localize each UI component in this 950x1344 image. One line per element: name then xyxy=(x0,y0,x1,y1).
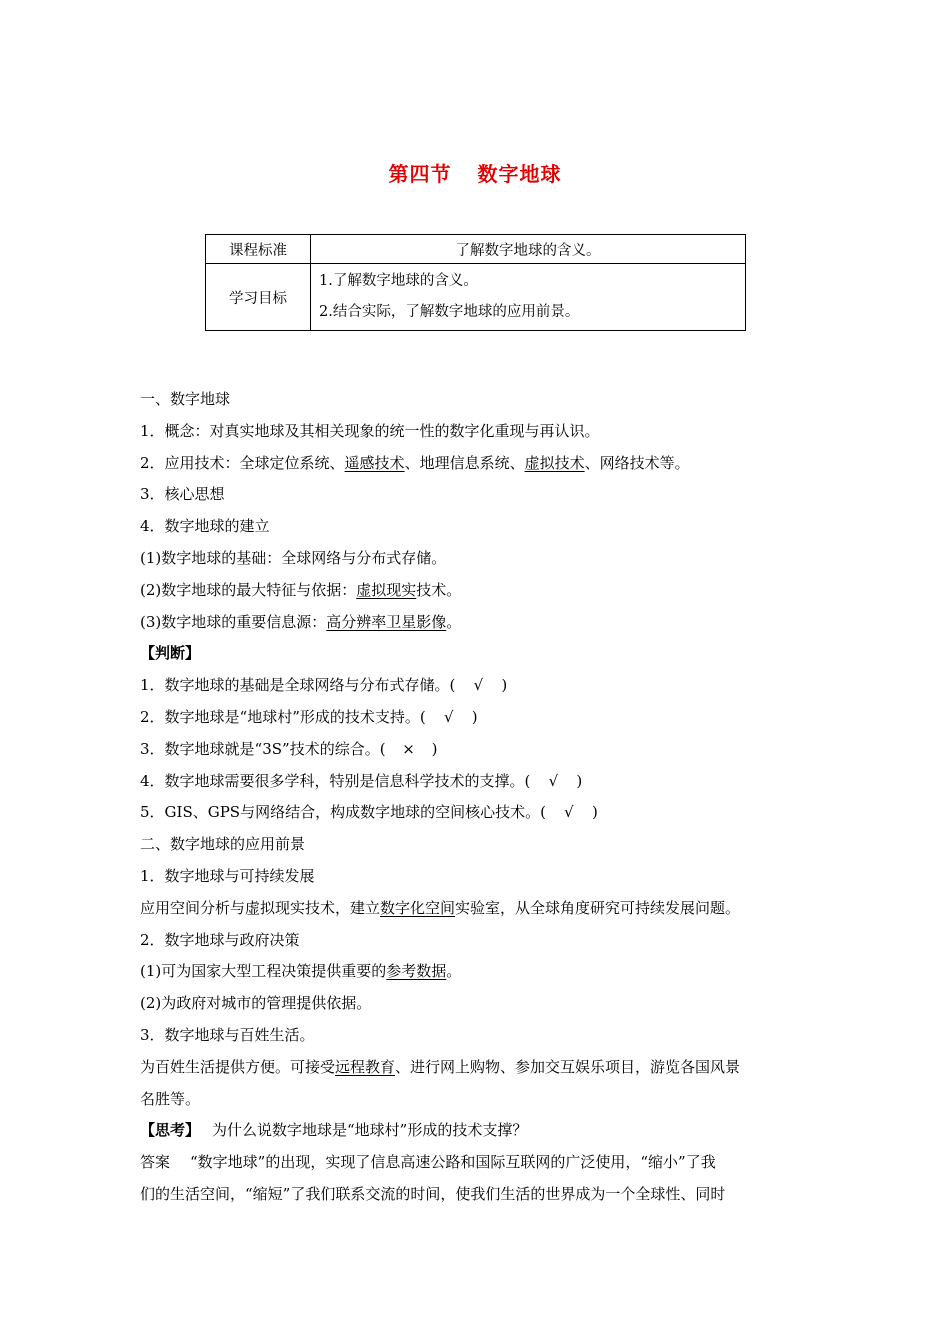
table-label-standard: 课程标准 xyxy=(206,235,311,264)
paragraph-concept: 1．概念：对真实地球及其相关现象的统一性的数字化重现与再认识。 xyxy=(140,421,600,440)
think-label: 【思考】 xyxy=(140,1121,201,1140)
paragraph-government-1 xyxy=(140,956,820,988)
page-title xyxy=(0,158,950,187)
text-span: 、地理信息系统、 xyxy=(404,453,525,472)
text-span: 实验室，从全球角度研究可持续发展问题。 xyxy=(455,898,741,917)
judge-mark: √ xyxy=(443,707,454,726)
document-body xyxy=(140,384,820,1211)
paragraph-technology xyxy=(140,448,820,480)
objective-item: 2.结合实际，了解数字地球的应用前景。 xyxy=(319,304,580,320)
paragraph-core-idea: 3．核心思想 xyxy=(140,485,225,504)
text-span: ) xyxy=(501,676,508,695)
paragraph-daily-life-cont: 名胜等。 xyxy=(140,1089,201,1108)
judge-mark: √ xyxy=(564,803,574,822)
paragraph-daily-life: 3．数字地球与百姓生活。 xyxy=(140,1025,315,1044)
text-span: 技术。 xyxy=(416,580,462,599)
text-span: ) xyxy=(591,803,598,822)
text-span: 、网络技术等。 xyxy=(584,453,690,472)
think-question xyxy=(140,1115,820,1147)
text-span: 4．数字地球需要很多学科，特别是信息科学技术的支撑。( xyxy=(140,771,531,790)
judge-item xyxy=(140,670,820,702)
judge-heading: 【判断】 xyxy=(140,644,201,663)
paragraph-government-2: (2)为政府对城市的管理提供依据。 xyxy=(140,994,372,1013)
paragraph-daily-life-detail xyxy=(140,1052,820,1084)
title-section-number: 第四节 xyxy=(388,162,452,186)
judge-mark: × xyxy=(402,739,415,758)
paragraph-build-3 xyxy=(140,607,820,639)
underlined-answer: 远程教育 xyxy=(335,1057,396,1076)
text-span: 为什么说数字地球是“地球村”形成的技术支撑？ xyxy=(212,1121,528,1140)
text-span: ) xyxy=(431,739,438,758)
underlined-answer: 虚拟现实 xyxy=(356,580,417,599)
text-span: (1)可为国家大型工程决策提供重要的 xyxy=(140,962,387,981)
text-span: 为百姓生活提供方便。可接受 xyxy=(140,1057,336,1076)
think-answer-cont: 们的生活空间，“缩短”了我们联系交流的时间，使我们生活的世界成为一个全球性、同时 xyxy=(140,1184,726,1203)
curriculum-table xyxy=(205,234,746,331)
text-span: (3)数字地球的重要信息源： xyxy=(140,612,327,631)
text-span: 、进行网上购物、参加交互娱乐项目，游览各国风景 xyxy=(395,1057,741,1076)
paragraph-build: 4．数字地球的建立 xyxy=(140,517,270,536)
text-span: 。 xyxy=(446,962,462,981)
judge-mark: √ xyxy=(473,676,484,695)
table-value-standard: 了解数字地球的含义。 xyxy=(311,235,746,264)
paragraph-sustainable-detail xyxy=(140,893,820,925)
underlined-answer: 遥感技术 xyxy=(344,453,405,472)
judge-item xyxy=(140,702,820,734)
paragraph-build-2 xyxy=(140,575,820,607)
section-heading: 二、数字地球的应用前景 xyxy=(140,835,306,854)
text-span: 2．应用技术：全球定位系统、 xyxy=(140,453,345,472)
objective-item: 1.了解数字地球的含义。 xyxy=(319,273,478,289)
judge-item xyxy=(140,766,820,798)
table-value-objectives xyxy=(311,264,746,331)
answer-label: 答案 xyxy=(140,1153,171,1172)
text-span: 应用空间分析与虚拟现实技术，建立 xyxy=(140,898,381,917)
text-span: 2．数字地球是“地球村”形成的技术支持。( xyxy=(140,707,426,726)
underlined-answer: 参考数据 xyxy=(386,962,447,981)
paragraph-sustainable: 1．数字地球与可持续发展 xyxy=(140,866,315,885)
judge-item xyxy=(140,797,820,829)
underlined-answer: 高分辨率卫星影像 xyxy=(326,612,447,631)
table-row xyxy=(206,264,746,331)
underlined-answer: 数字化空间 xyxy=(380,898,456,917)
text-span: 1．数字地球的基础是全球网络与分布式存储。( xyxy=(140,676,456,695)
table-row xyxy=(206,235,746,264)
text-span: ) xyxy=(576,771,583,790)
underlined-answer: 虚拟技术 xyxy=(524,453,585,472)
title-topic: 数字地球 xyxy=(477,162,562,186)
table-label-objectives: 学习目标 xyxy=(206,264,311,331)
think-answer xyxy=(140,1147,820,1179)
text-span: 。 xyxy=(446,612,462,631)
section-heading: 一、数字地球 xyxy=(140,390,231,408)
judge-item xyxy=(140,734,820,766)
text-span: 5．GIS、GPS与网络结合，构成数字地球的空间核心技术。( xyxy=(140,803,546,822)
text-span: (2)数字地球的最大特征与依据： xyxy=(140,580,357,599)
judge-mark: √ xyxy=(548,771,559,790)
text-span: ) xyxy=(471,707,478,726)
text-span: “数字地球”的出现，实现了信息高速公路和国际互联网的广泛使用，“缩小”了我 xyxy=(190,1153,716,1172)
paragraph-build-1: (1)数字地球的基础：全球网络与分布式存储。 xyxy=(140,548,447,567)
text-span: 3．数字地球就是“3S”技术的综合。( xyxy=(140,739,386,758)
paragraph-government: 2．数字地球与政府决策 xyxy=(140,930,300,949)
